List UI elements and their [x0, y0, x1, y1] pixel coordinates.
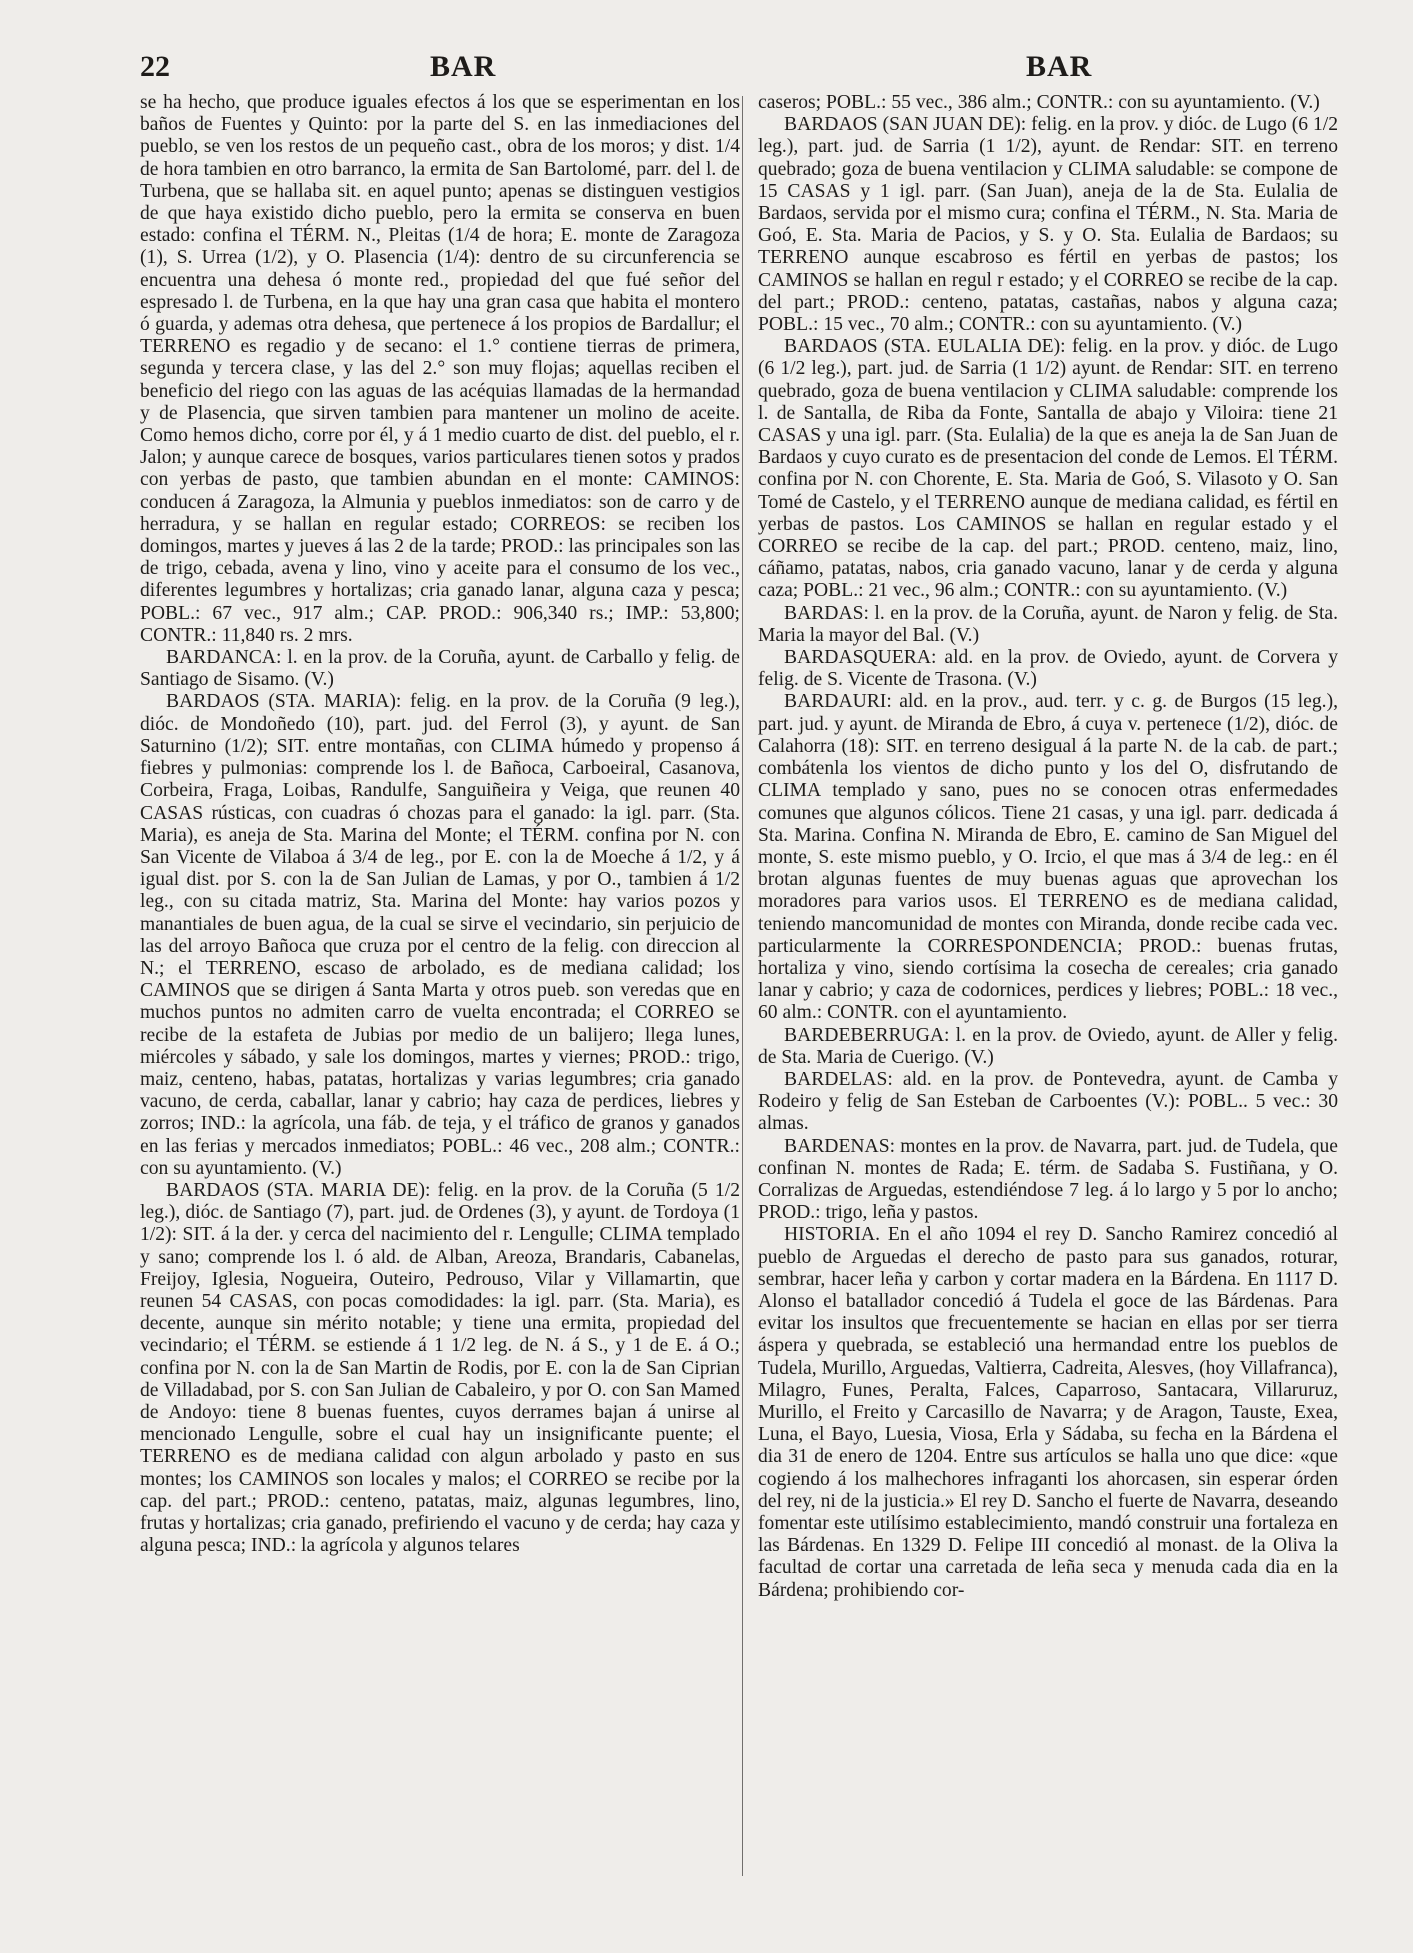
entry-bardanca: BARDANCA: l. en la prov. de la Coruña, ayunt. de Carballo y felig. de Santiago de Sisamo. (V.)	[140, 647, 740, 691]
entry-bardauri: BARDAURI: ald. en la prov., aud. terr. y c. g. de Burgos (15 leg.), part. jud. y ayunt. de Miranda de Ebro, á cuya v. pertenece (1/2), dióc. de Calahorra (18): SIT. en terreno desigual á la parte N. de la cab. de part.; combátenla los vientos de dicho punto y los del O, disfrutando de CLIMA templado y sano, pues no se conocen otras enfermedades comunes que algunos cólicos. Tiene 21 casas, y una igl. parr. dedicada á Sta. Marina. Confina N. Miranda de Ebro, E. camino de San Miguel del monte, S. este mismo pueblo, y O. Ircio, el que mas á 3/4 de leg.: en él brotan algunas fuentes de muy buenas aguas que aprovechan los moradores para varios usos. El TERRENO es de mediana calidad, teniendo mancomunidad de montes con Miranda, donde recibe cada vec. particularmente la CORRESPONDENCIA; PROD.: buenas frutas, hortaliza y vino, siendo cortísima la cosecha de cereales; cria ganado lanar y cabrio; y caza de codornices, perdices y liebres; POBL.: 18 vec., 60 alm.: CONTR. con el ayuntamiento.	[758, 691, 1338, 1024]
header-keyword-left: BAR	[430, 50, 497, 83]
entry-historia: HISTORIA. En el año 1094 el rey D. Sancho Ramirez concedió al pueblo de Arguedas el derecho de pasto para sus ganados, roturar, sembrar, hacer leña y carbon y cortar madera en la Bárdena. En 1117 D. Alonso el batallador concedió á Tudela el goce de las Bárdenas. Para evitar los insultos que frecuentemente se hacian en ellas por ser tierra áspera y quebrada, se estableció una hermandad entre los pueblos de Tudela, Murillo, Arguedas, Valtierra, Cadreita, Alesves, (hoy Villafranca), Milagro, Funes, Peralta, Falces, Caparroso, Santacara, Villaruruz, Murillo, el Freito y Carcasillo de Navarra; y de Aragon, Tauste, Exea, Luna, el Bayo, Luesia, Viosa, Erla y Sádaba, su fecha en la Bárdena el dia 31 de enero de 1204. Entre sus artículos se halla uno que dice: «que cogiendo á los malhechores infraganti los ahorcasen, sin esperar órden del rey, ni de la justicia.» El rey D. Sancho el fuerte de Navarra, deseando fomentar este utilísimo establecimiento, mandó construir una fortaleza en las Bárdenas. En 1329 D. Felipe III concedió al monast. de la Oliva la facultad de cortar una carretada de leña seca y menuda cada dia en la Bárdena; prohibiendo cor-	[758, 1224, 1338, 1601]
entry-bardenas: BARDENAS: montes en la prov. de Navarra, part. jud. de Tudela, que confinan N. montes de Rada; E. térm. de Sadaba S. Fustiñana, y O. Corralizas de Arguedas, estendiéndose 7 leg. á lo largo y 5 por lo ancho; PROD.: trigo, leña y pastos.	[758, 1135, 1338, 1224]
entry-bardasquera: BARDASQUERA: ald. en la prov. de Oviedo, ayunt. de Corvera y felig. de S. Vicente de Trasona. (V.)	[758, 647, 1338, 691]
entry-bardelas: BARDELAS: ald. en la prov. de Pontevedra, ayunt. de Camba y Rodeiro y felig de San Esteban de Carboentes (V.): POBL.. 5 vec.: 30 almas.	[758, 1068, 1338, 1135]
entry-bardaos-sta-maria: BARDAOS (STA. MARIA): felig. en la prov. de la Coruña (9 leg.), dióc. de Mondoñedo (10), part. jud. del Ferrol (3), y ayunt. de San Saturnino (1/2); SIT. entre montañas, con CLIMA húmedo y propenso á fiebres y pulmonias: comprende los l. de Bañoca, Carboeiral, Casanova, Corbeira, Fraga, Loibas, Randulfe, Sanguiñeira y Veiga, que reunen 40 CASAS rústicas, con cuadras ó chozas para el ganado: la igl. parr. (Sta. Maria), es aneja de Sta. Marina del Monte; el TÉRM. confina por N. con San Vicente de Vilaboa á 3/4 de leg., por E. con la de Moeche á 1/2, y á igual dist. por S. con la de San Julian de Lamas, y por O., tambien á 1/2 leg., con su citada matriz, Sta. Marina del Monte: hay varios pozos y manantiales de buen agua, de la cual se sirve el vecindario, sin perjuicio de las del arroyo Bañoca que cruza por el centro de la felig. con direccion al N.; el TERRENO, escaso de arbolado, es de mediana calidad; los CAMINOS que se dirigen á Santa Marta y otros pueb. son veredas que en muchos puntos no admiten carro de vuelta encontrada; el CORREO se recibe de la estafeta de Jubias por medio de un balijero; llega lunes, miércoles y sábado, y sale los domingos, martes y viernes; PROD.: trigo, maiz, centeno, habas, patatas, hortalizas y varias legumbres; cria ganado vacuno, de cerda, caballar, lanar y cabrio; hay caza de perdices, liebres y zorros; IND.: la agrícola, una fáb. de teja, y el tráfico de granos y ganados en las ferias y mercados inmediatos; POBL.: 46 vec., 208 alm.; CONTR.: con su ayuntamiento. (V.)	[140, 691, 740, 1179]
column-divider	[742, 96, 743, 1876]
page-number: 22	[140, 50, 170, 83]
entry-bardaos-sta-eulalia: BARDAOS (STA. EULALIA DE): felig. en la prov. y dióc. de Lugo (6 1/2 leg.), part. jud. de Sarria (1 1/2) ayunt. de Rendar: SIT. en terreno quebrado, goza de buena ventilacion y CLIMA saludable: comprende los l. de Santalla, de Riba da Fonte, Santalla de abajo y Viloira: tiene 21 CASAS y una igl. parr. (Sta. Eulalia) de la que es aneja la de San Juan de Bardaos y cuyo curato es de presentacion del conde de Lemos. El TÉRM. confina por N. con Chorente, E. Sta. Maria de Goó, S. Vilasoto y O. San Tomé de Castelo, y el TERRENO aunque de mediana calidad, es fértil en yerbas de pastos. Los CAMINOS se hallan en regular estado y el CORREO se recibe de la cap. del part.; PROD. centeno, maiz, lino, cáñamo, patatas, nabos, cria ganado vacuno, lanar y de cerda y alguna caza; POBL.: 21 vec., 96 alm.; CONTR.: con su ayuntamiento. (V.)	[758, 336, 1338, 602]
entry-bardaos-sta-maria-de: BARDAOS (STA. MARIA DE): felig. en la prov. de la Coruña (5 1/2 leg.), dióc. de Santiago (7), part. jud. de Ordenes (3), y ayunt. de Tordoya (1 1/2): SIT. á la der. y cerca del nacimiento del r. Lengulle; CLIMA templado y sano; comprende los l. ó ald. de Alban, Areoza, Brandaris, Cabanelas, Freijoy, Iglesia, Nogueira, Outeiro, Pedrouso, Vilar y Villamartin, que reunen 54 CASAS, con pocas comodidades: la igl. parr. (Sta. Maria), es decente, aunque sin mérito notable; y tiene una ermita, propiedad del vecindario; el TÉRM. se estiende á 1 1/2 leg. de N. á S., y 1 de E. á O.; confina por N. con la de San Martin de Rodis, por E. con la de San Ciprian de Villadabad, por S. con San Julian de Cabaleiro, y por O. con San Mamed de Andoyo: tiene 8 buenas fuentes, cuyos derrames bajan á unirse al mencionado Lengulle, sobre el cual hay un insignificante puente; el TERRENO es de mediana calidad con algun arbolado y pasto en sus montes; los CAMINOS son locales y malos; el CORREO se recibe por la cap. del part.; PROD.: centeno, patatas, maiz, algunas legumbres, lino, frutas y hortalizas; cria ganado, prefiriendo el vacuno y de cerda; hay caza y alguna pesca; IND.: la agrícola y algunos telares	[140, 1179, 740, 1557]
entry-bardaos-san-juan: BARDAOS (SAN JUAN DE): felig. en la prov. y dióc. de Lugo (6 1/2 leg.), part. jud. de Sarria (1 1/2), ayunt. de Rendar: SIT. en terreno quebrado; goza de buena ventilacion y CLIMA saludable: se compone de 15 CASAS y 1 igl. parr. (San Juan), aneja de la de Sta. Eulalia de Bardaos, servida por el mismo cura; confina el TÉRM., N. Sta. Maria de Goó, E. Sta. Maria de Pacios, y S. y O. Sta. Eulalia de Bardaos; su TERRENO aunque escabroso es fértil en yerbas de pastos; los CAMINOS se hallan en regul r estado; y el CORREO se recibe de la cap. del part.; PROD.: centeno, patatas, castañas, nabos y alguna caza; POBL.: 15 vec., 70 alm.; CONTR.: con su ayuntamiento. (V.)	[758, 114, 1338, 336]
left-column	[140, 92, 740, 1557]
entry-bardeberruga: BARDEBERRUGA: l. en la prov. de Oviedo, ayunt. de Aller y felig. de Sta. Maria de Cuerigo. (V.)	[758, 1024, 1338, 1068]
right-column	[758, 92, 1338, 1602]
header-keyword-right: BAR	[1026, 50, 1093, 83]
entry-continuation: se ha hecho, que produce iguales efectos á los que se esperimentan en los baños de Fuentes y Quinto: por la parte del S. en las inmediaciones del pueblo, se ven los restos de un pequeño cast., obra de los moros; y dist. 1/4 de hora tambien en otro barranco, la ermita de San Bartolomé, parr. del l. de Turbena, que se hallaba sit. en aquel punto; apenas se distinguen vestigios de que haya existido dicho pueblo, pero la ermita se conserva en buen estado: confina el TÉRM. N., Pleitas (1/4 de hora; E. monte de Zaragoza (1), S. Urrea (1/2), y O. Plasencia (1/4): dentro de su circunferencia se encuentra una dehesa ó monte red., propiedad del que fué señor del espresado l. de Turbena, en la que hay una gran casa que habita el montero ó guarda, y ademas otra dehesa, que pertenece á los propios de Bardallur; el TERRENO es regadio y de secano: el 1.° contiene tierras de primera, segunda y tercera clase, y las del 2.° son muy flojas; aquellas reciben el beneficio del riego con las aguas de las acéquias llamadas de la hermandad y de Plasencia, que sirven tambien para mantener un molino de aceite. Como hemos dicho, corre por él, y á 1 medio cuarto de dist. del pueblo, el r. Jalon; y aunque carece de bosques, varios particulares tienen sotos y prados con yerbas de pasto, que tambien abundan en el monte: CAMINOS: conducen á Zaragoza, la Almunia y pueblos inmediatos: son de carro y de herradura, y se hallan en regular estado; CORREOS: se reciben los domingos, martes y jueves á las 2 de la tarde; PROD.: las principales son las de trigo, cebada, avena y lino, vino y aceite para el consumo de los vec., diferentes legumbres y hortalizas; cria ganado lanar, alguna caza y pesca; POBL.: 67 vec., 917 alm.; CAP. PROD.: 906,340 rs.; IMP.: 53,800; CONTR.: 11,840 rs. 2 mrs.	[140, 92, 740, 646]
running-header	[140, 50, 1340, 90]
entry-bardas: BARDAS: l. en la prov. de la Coruña, ayunt. de Naron y felig. de Sta. Maria la mayor del Bal. (V.)	[758, 602, 1338, 646]
entry-continuation: caseros; POBL.: 55 vec., 386 alm.; CONTR.: con su ayuntamiento. (V.)	[758, 92, 1320, 113]
